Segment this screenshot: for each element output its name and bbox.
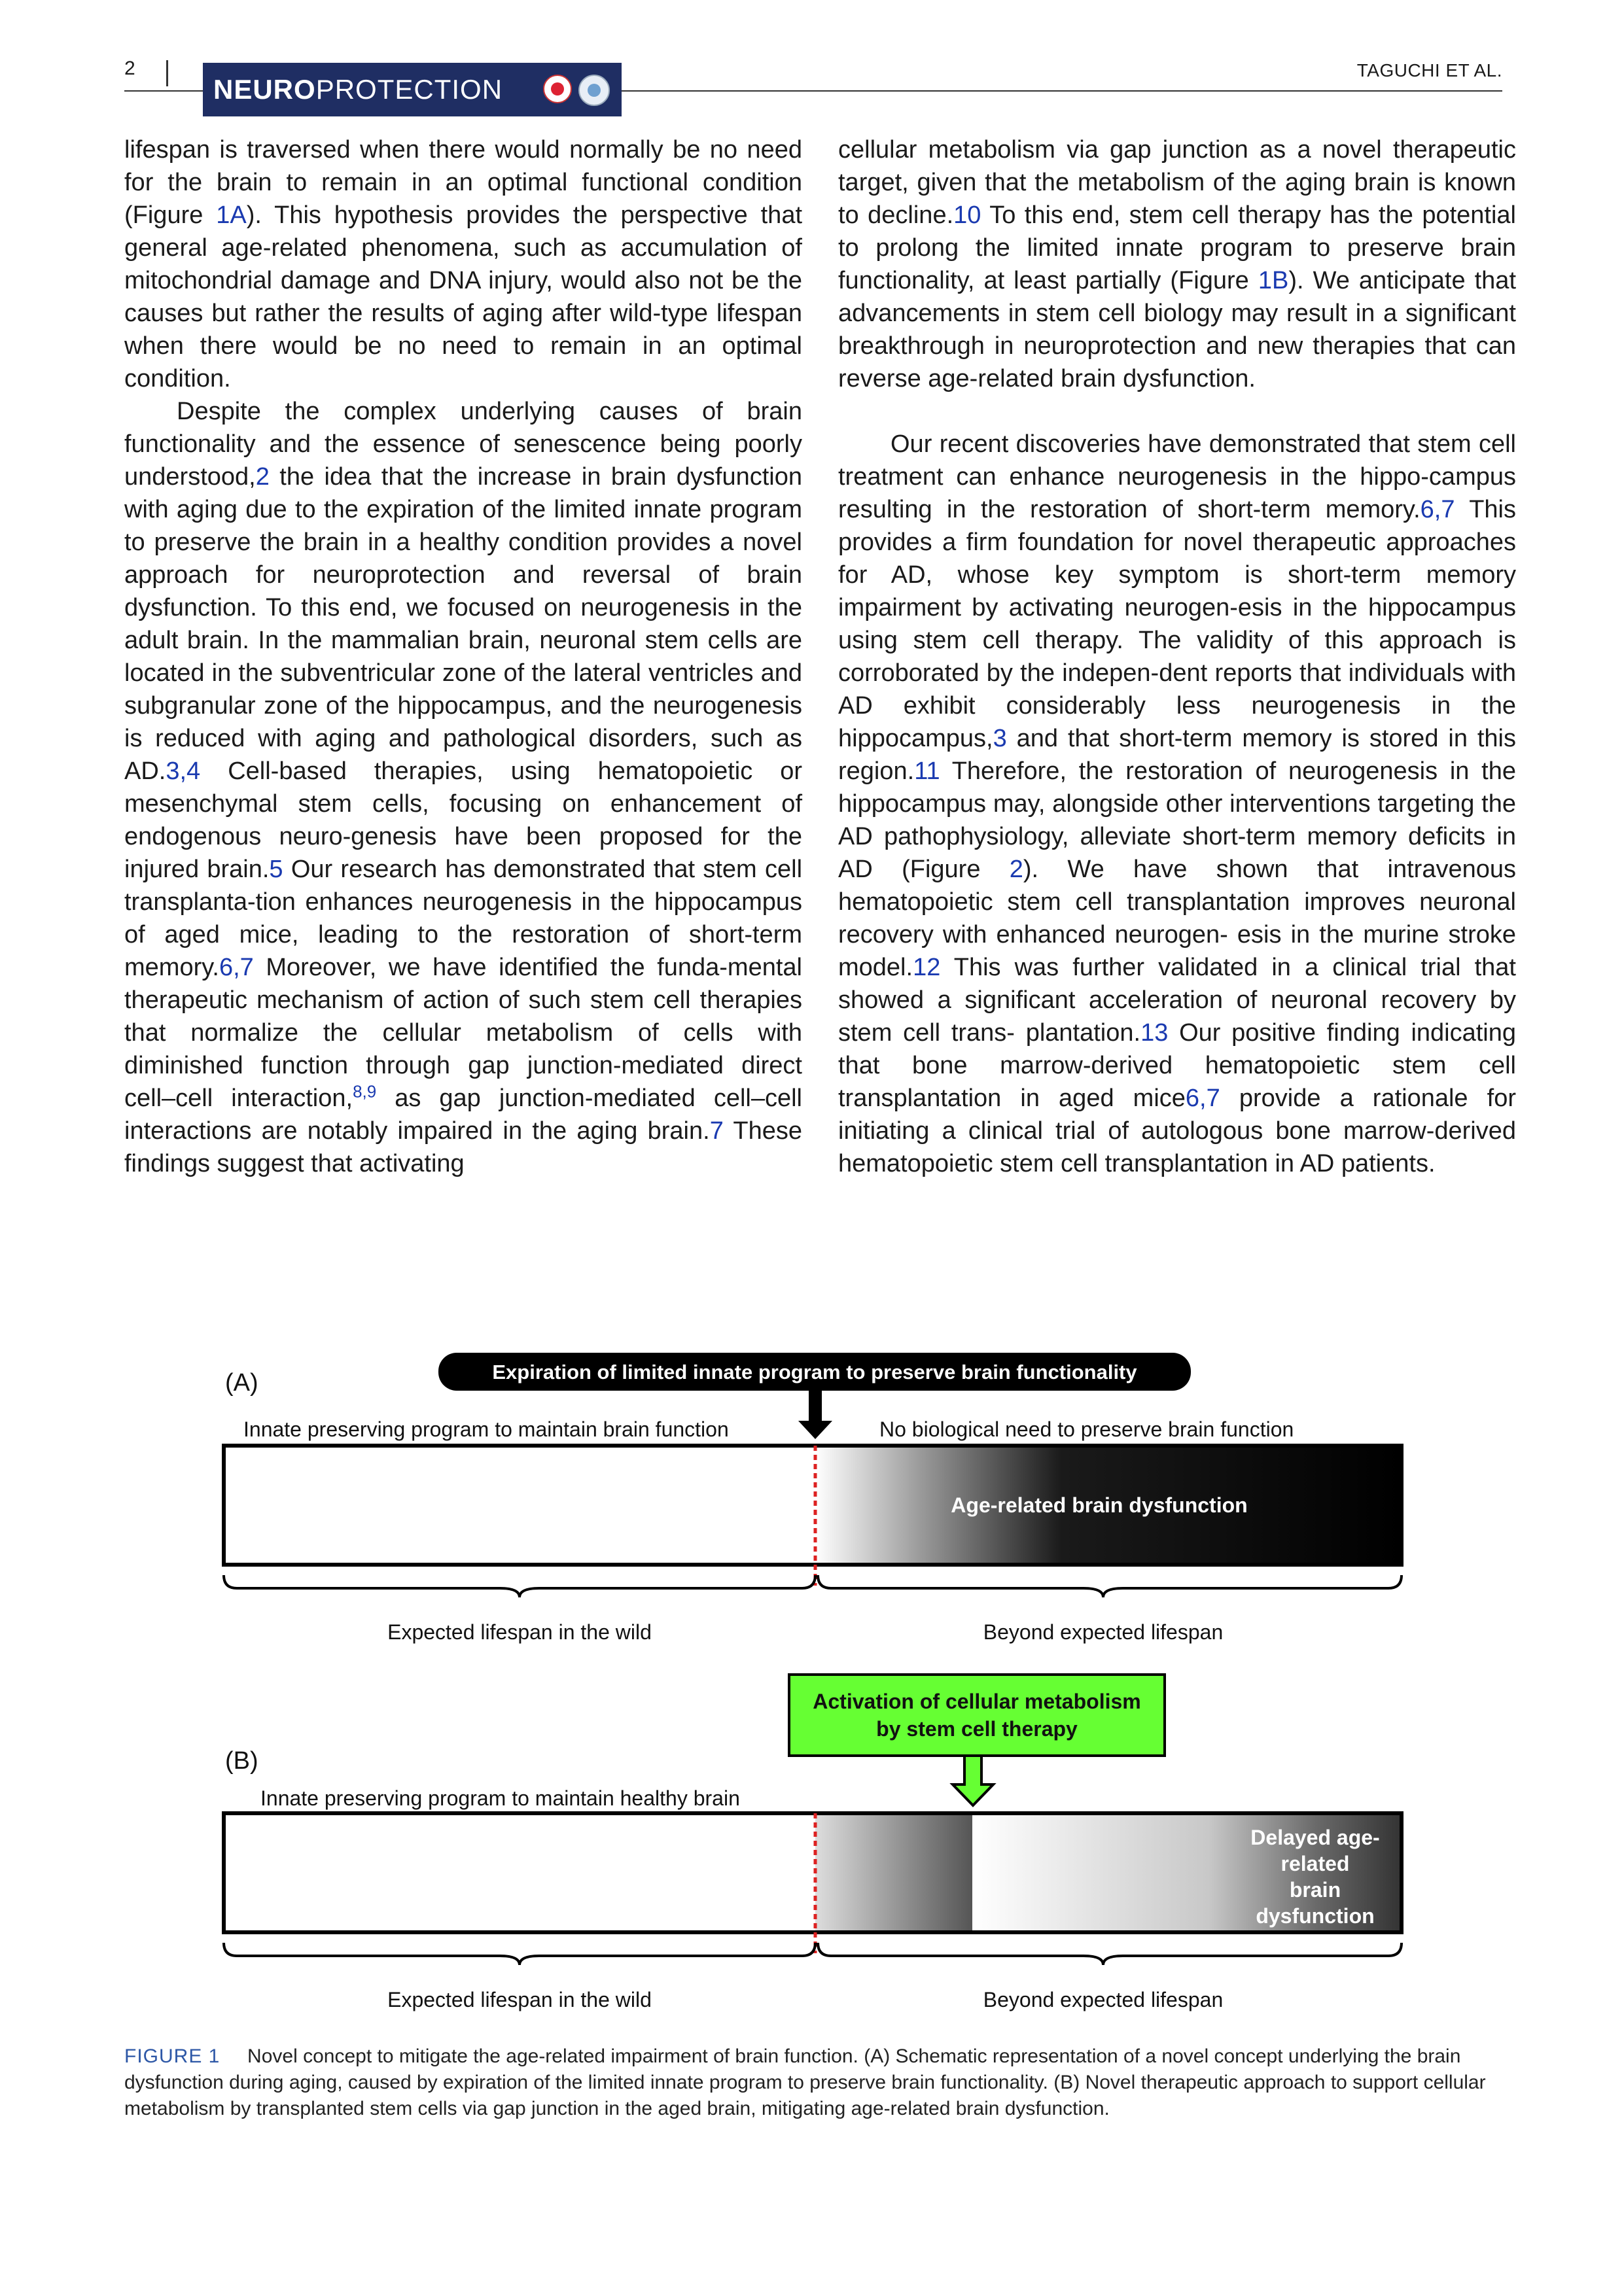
paragraph: lifespan is traversed when there would normally be no need for the brain to remain in an optimal functional condition (Figure 1A). This hypothesis provides the perspective that general age-related phenomena, such as accumulation of mitochondrial damage and DNA injury, would also not be the causes but rather the results of aging after wild-type lifespan when there would be no need to remain in an optimal condition.: [124, 136, 803, 392]
green-down-arrow-icon: [953, 1756, 993, 1805]
globe-emblem-icon: [578, 75, 610, 106]
running-authors: TAGUCHI ET AL.: [1356, 60, 1502, 80]
citation-link[interactable]: 12: [913, 954, 941, 981]
stem-cell-therapy-line2: by stem cell therapy: [876, 1717, 1078, 1741]
citation-link[interactable]: 6,7: [1420, 496, 1455, 523]
figure-link[interactable]: 1A: [216, 201, 247, 229]
journal-logo: [203, 63, 622, 116]
panel-b-bar-extended: [815, 1813, 972, 1932]
panel-b-left-heading: Innate preserving program to maintain healthy brain: [260, 1786, 740, 1810]
figure-caption-text: Novel concept to mitigate the age-related impairment of brain function. (A) Schematic representation of a novel concept underlying the brain dysfunction during aging, caused by expiration of the limited innate program to preserve brain functionality. (B) Novel therapeutic approach to support cellular metabolism by transplanted stem cells via gap junction in the aged brain, mitigating age-related brain dysfunction.: [124, 2045, 1486, 2119]
left-column: [124, 133, 802, 1180]
panel-b-dysfunction-line1: Delayed age-: [1250, 1826, 1380, 1849]
paragraph: cellular metabolism via gap junction as a novel therapeutic target, given that the metabolism of the aging brain is known to decline.10 To this end, stem cell therapy has the potential to prolong the limited innate program to preserve brain functionality, at least partially (Figure 1B). We anticipate that advancements in stem cell biology may result in a significant breakthrough in neuroprotection and new therapies that can reverse age-related brain dysfunction.: [838, 136, 1517, 392]
citation-link[interactable]: 11: [914, 757, 940, 785]
citation-link[interactable]: 8,9: [353, 1081, 377, 1102]
citation-link[interactable]: 10: [953, 201, 981, 229]
panel-b-dysfunction-line4: dysfunction: [1256, 1904, 1375, 1928]
panel-b-dysfunction-line3: brain: [1289, 1878, 1341, 1902]
society-seal-icon: [543, 75, 572, 103]
panel-a-left-heading: Innate preserving program to maintain brain function: [243, 1418, 729, 1441]
citation-link[interactable]: 5: [269, 856, 283, 883]
panel-b-brace-right: [818, 1943, 1402, 1965]
panel-b-bar-white: [224, 1813, 815, 1932]
citation-link[interactable]: 7: [709, 1117, 724, 1145]
figure-1-diagram: [216, 1348, 1420, 2034]
citation-link[interactable]: 13: [1140, 1019, 1169, 1047]
panel-b-dysfunction-line2: related: [1280, 1852, 1350, 1875]
panel-a-brace-right-label: Beyond expected lifespan: [983, 1620, 1224, 1644]
down-arrow-icon: [809, 1391, 822, 1421]
citation-link[interactable]: 3: [993, 725, 1007, 752]
page-number: 2: [124, 58, 135, 79]
panel-a-brace-right: [818, 1575, 1402, 1597]
panel-a-bar-white: [224, 1446, 815, 1565]
paragraph: Despite the complex underlying causes of brain functionality and the essence of senescence being poorly understood,2 the idea that the increase in brain dysfunction with aging due to the expiration of the limited innate program to preserve the brain in a healthy condition provides a novel approach for neuroprotection and reversal of brain dysfunction. To this end, we focused on neurogenesis in the adult brain. In the mammalian brain, neuronal stem cells are located in the subventricular zone of the lateral ventricles and subgranular zone of the hippocampus, and the neurogenesis is reduced with aging and pathological disorders, such as AD.3,4 Cell-based therapies, using hematopoietic or mesenchymal stem cells, focusing on enhancement of endogenous neuro-genesis have been proposed for the injured brain.5 Our research has demonstrated that stem cell transplanta-tion enhances neurogenesis in the hippocampus of aged mice, leading to the restoration of short-term memory.6,7 Moreover, we have identified the funda-mental therapeutic mechanism of action of such stem cell therapies that normalize the cellular metabolism of cells with diminished function through gap junction-mediated direct cell–cell interaction,$^{8,9}$ as gap junction-mediated cell–cell interactions are notably impaired in the aging brain.7 These findings suggest that activating: [124, 398, 803, 1177]
citation-link[interactable]: 2: [255, 463, 270, 491]
paragraph: Our recent discoveries have demonstrated that stem cell treatment can enhance neurogenesis in the hippo-campus resulting in the restoration of short-term memory.6,7 This provides a firm foundation for novel therapeutic approaches for AD, whose key symptom is short-term memory impairment by activating neurogen-esis in the hippocampus using stem cell therapy. The validity of this approach is corroborated by the indepen-dent reports that individuals with AD exhibit considerably less neurogenesis in the hippocampus,3 and that short-term memory is stored in this region.11 Therefore, the restoration of neurogenesis in the hippocampus may, alongside other interventions targeting the AD pathophysiology, alleviate short-term memory deficits in AD (Figure 2). We have shown that intravenous hematopoietic stem cell transplantation improves neuronal recovery with enhanced neurogen- esis in the murine stroke model.12 This was further validated in a clinical trial that showed a significant acceleration of neuronal recovery by stem cell trans- plantation.13 Our positive finding indicating that bone marrow-derived hematopoietic stem cell transplantation in aged mice6,7 provide a rationale for initiating a clinical trial of autologous bone marrow-derived hematopoietic stem cell transplantation in AD patients.: [838, 430, 1517, 1177]
panel-b-brace-left: [224, 1943, 815, 1965]
panel-a-right-heading: No biological need to preserve brain function: [879, 1418, 1294, 1441]
panel-a-label: (A): [225, 1369, 258, 1397]
citation-link[interactable]: 3,4: [166, 757, 201, 785]
journal-name: NEUROPROTECTION: [213, 74, 503, 105]
panel-a-brace-left: [224, 1575, 815, 1597]
panel-a-dysfunction-label: Age-related brain dysfunction: [951, 1493, 1248, 1517]
stem-cell-therapy-box: [789, 1675, 1165, 1756]
panel-b-brace-right-label: Beyond expected lifespan: [983, 1988, 1224, 2011]
panel-b-brace-left-label: Expected lifespan in the wild: [387, 1988, 652, 2011]
figure-caption: [124, 2044, 1502, 2122]
citation-link[interactable]: 6,7: [219, 954, 254, 981]
panel-a-brace-left-label: Expected lifespan in the wild: [387, 1620, 652, 1644]
figure-link[interactable]: 1B: [1258, 267, 1289, 294]
panel-a-banner-text: Expiration of limited innate program to preserve brain functionality: [492, 1361, 1137, 1383]
panel-b-label: (B): [225, 1747, 258, 1775]
down-arrow-head-icon: [798, 1421, 832, 1439]
figure-link[interactable]: 2: [1009, 856, 1023, 883]
right-column: [838, 133, 1516, 1180]
header-divider: [166, 60, 168, 86]
stem-cell-therapy-line1: Activation of cellular metabolism: [813, 1690, 1141, 1713]
figure-caption-label: FIGURE 1: [124, 2045, 221, 2067]
citation-link[interactable]: 6,7: [1185, 1085, 1220, 1112]
